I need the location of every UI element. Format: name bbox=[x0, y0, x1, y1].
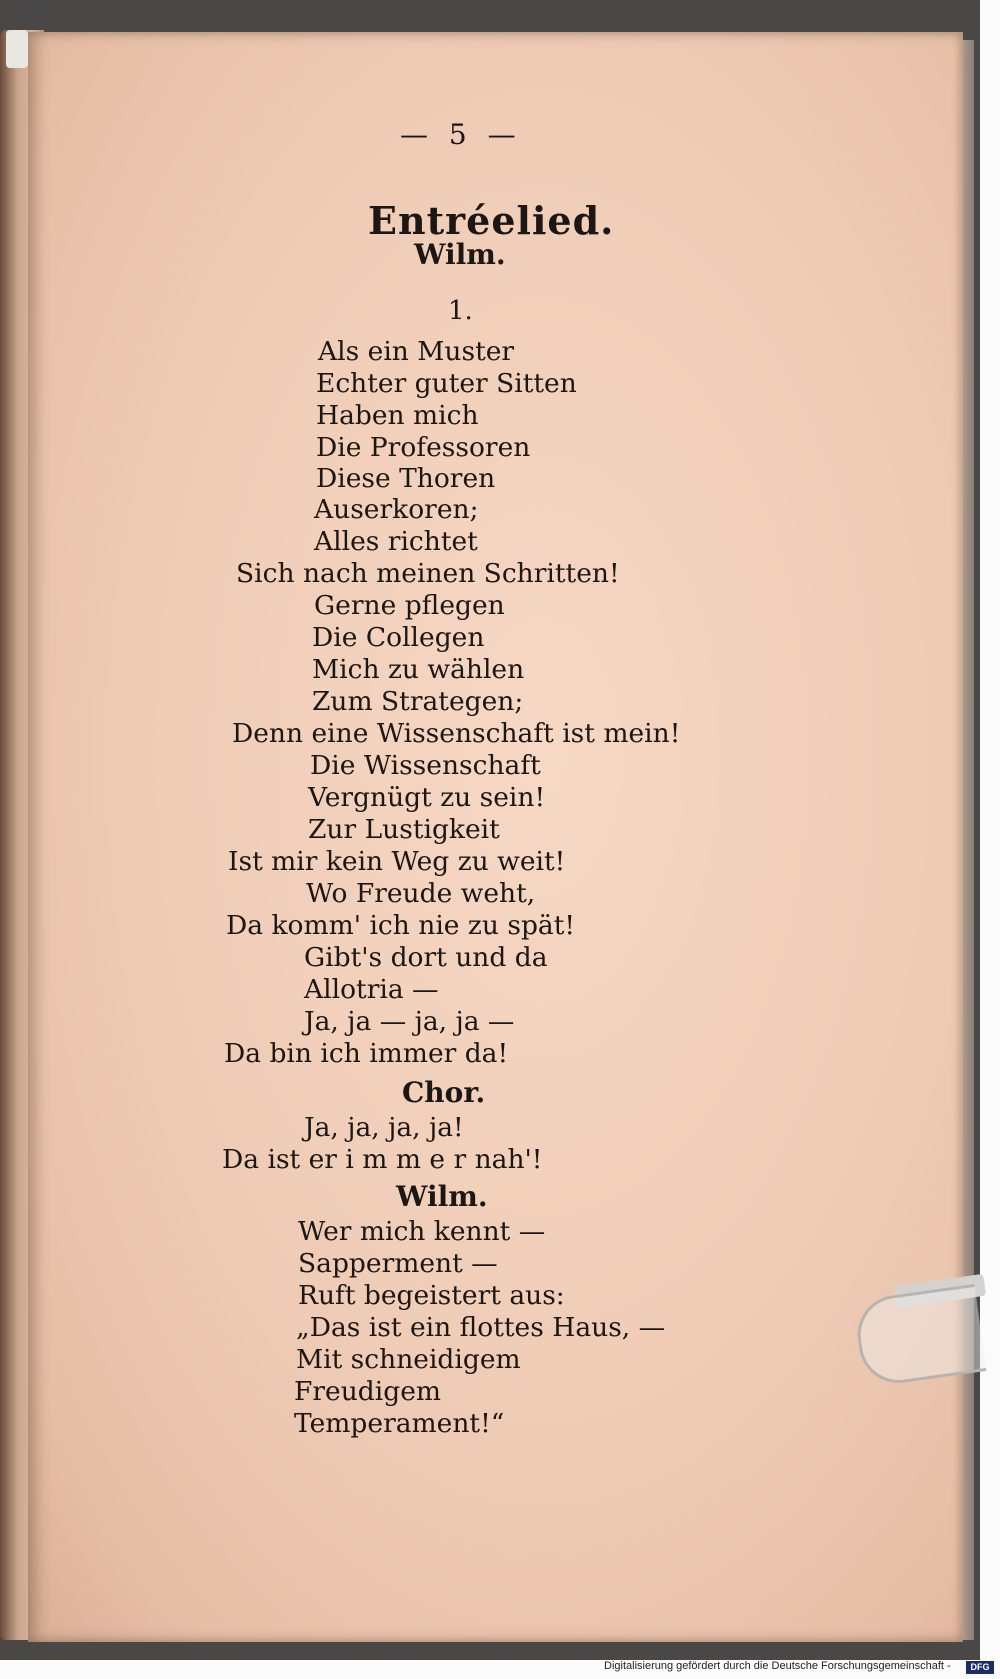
verse-line: Die Wissenschaft bbox=[310, 750, 541, 781]
verse-line: Da komm' ich nie zu spät! bbox=[226, 910, 576, 941]
verse-line: Gibt's dort und da bbox=[304, 942, 548, 973]
speaker-heading: Wilm. bbox=[414, 238, 506, 271]
page-number: — 5 — bbox=[400, 118, 522, 151]
verse-line: Allotria — bbox=[304, 974, 439, 1005]
verse-line: Ist mir kein Weg zu weit! bbox=[228, 846, 566, 877]
verse-line: Sich nach meinen Schritten! bbox=[236, 558, 620, 589]
footer-credit: Digitalisierung gefördert durch die Deutsche Forschungsgemeinschaft - bbox=[604, 1660, 951, 1672]
verse-line: Da bin ich immer da! bbox=[224, 1038, 509, 1069]
dfg-logo: DFG bbox=[966, 1661, 994, 1674]
verse-line: „Das ist ein flottes Haus, — bbox=[296, 1312, 666, 1343]
verse-line: Haben mich bbox=[316, 400, 479, 431]
verse-line: Freudigem bbox=[294, 1376, 442, 1407]
verse-line: Diese Thoren bbox=[316, 463, 496, 494]
verse-line: Auserkoren; bbox=[314, 494, 479, 525]
verse-line: Zum Strategen; bbox=[312, 686, 524, 717]
verse-line: Vergnügt zu sein! bbox=[308, 782, 546, 813]
verse-line: Echter guter Sitten bbox=[316, 368, 577, 399]
verse-line: Alles richtet bbox=[314, 526, 478, 557]
verse-line: Mit schneidigem bbox=[296, 1344, 521, 1375]
verse-line: Ja, ja — ja, ja — bbox=[304, 1006, 515, 1037]
verse-line: Die Collegen bbox=[312, 622, 485, 653]
speaker-heading: Wilm. bbox=[396, 1180, 488, 1213]
verse-line: Sapperment — bbox=[298, 1248, 498, 1279]
chorus-line: Ja, ja, ja, ja! bbox=[304, 1112, 464, 1143]
binding-thread bbox=[6, 30, 28, 68]
verse-line: Wo Freude weht, bbox=[306, 878, 536, 909]
chorus-line: Da ist er i m m e r nah'! bbox=[222, 1144, 543, 1175]
verse-line: Mich zu wählen bbox=[312, 654, 525, 685]
stanza-number: 1. bbox=[448, 296, 473, 326]
verse-line: Gerne pflegen bbox=[314, 590, 505, 621]
speaker-heading: Chor. bbox=[402, 1076, 486, 1109]
song-title: Entréelied. bbox=[368, 198, 615, 243]
verse-line: Zur Lustigkeit bbox=[308, 814, 500, 845]
verse-line: Die Professoren bbox=[316, 432, 531, 463]
verse-line: Ruft begeistert aus: bbox=[298, 1280, 565, 1311]
verse-line: Als ein Muster bbox=[318, 336, 515, 367]
verse-line: Wer mich kennt — bbox=[298, 1216, 546, 1247]
verse-line: Denn eine Wissenschaft ist mein! bbox=[232, 718, 681, 749]
verse-line: Temperament!“ bbox=[294, 1408, 505, 1439]
